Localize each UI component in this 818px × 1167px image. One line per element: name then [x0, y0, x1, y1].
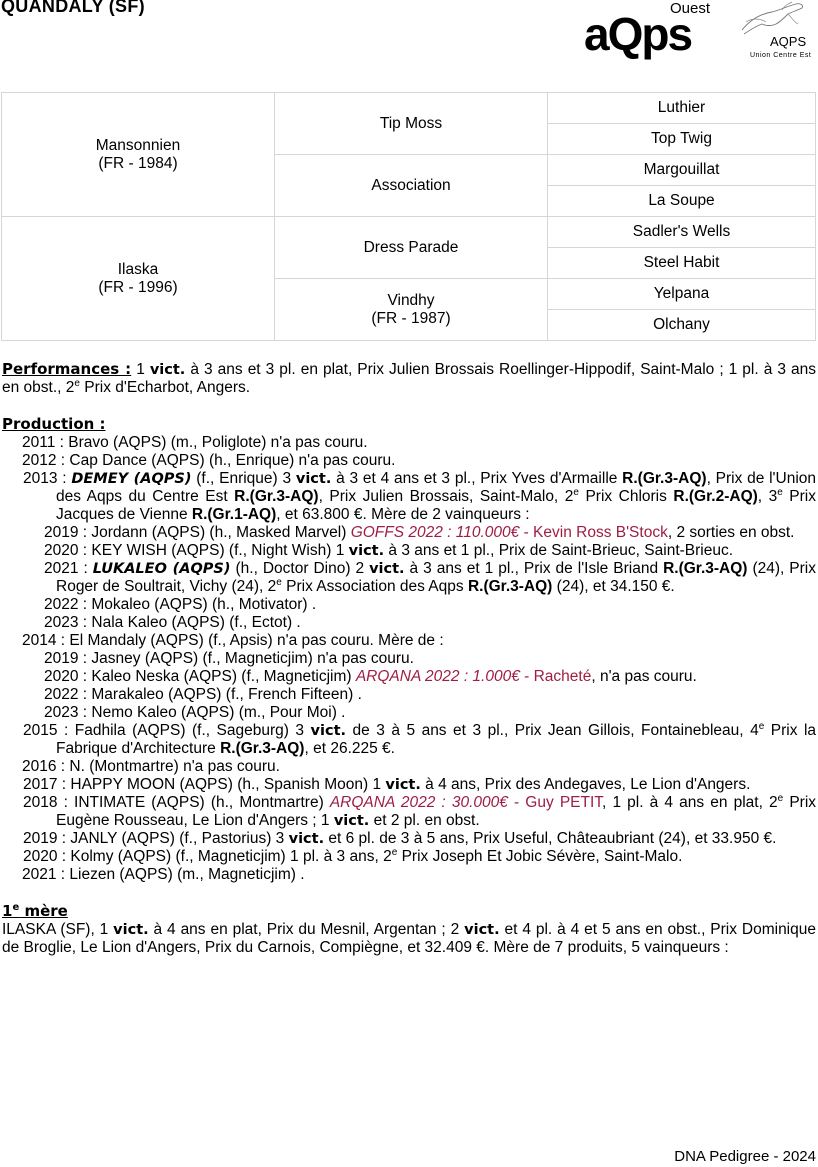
pedigree-dam-sire: Dress Parade	[275, 217, 548, 279]
production-subitem: 2022 : Mokaleo (AQPS) (h., Motivator) .	[44, 596, 317, 613]
pedigree-g3-5: Sadler's Wells	[548, 217, 816, 248]
pedigree-dam-dam	[275, 279, 548, 341]
production-subitem: 2023 : Nemo Kaleo (AQPS) (m., Pour Moi) .	[44, 704, 346, 721]
footer-credit: DNA Pedigree - 2024	[674, 1148, 816, 1165]
logo-ouest-text: Ouest	[670, 0, 711, 17]
document-body	[2, 360, 816, 957]
production-subitem: 2022 : Marakaleo (AQPS) (f., French Fifteen) .	[44, 686, 362, 703]
production-item: 2014 : El Mandaly (AQPS) (f., Apsis) n'a pas couru. Mère de :	[22, 632, 444, 649]
logo-aqps-text: aQps	[584, 8, 692, 60]
pedigree-g3-2: Top Twig	[548, 124, 816, 155]
production-heading: Production :	[2, 415, 106, 433]
aqps-union-centre-est-logo	[732, 0, 816, 64]
pedigree-g3-8: Olchany	[548, 310, 816, 341]
performances-heading: Performances :	[2, 360, 132, 378]
sire-info: (FR - 1984)	[98, 154, 178, 172]
production-item-demey: 2013 : DEMEY (AQPS) (f., Enrique) 3 vict. à 3 et 4 ans et 3 pl., Prix Yves d'Armaille R.(Gr.3-AQ), Prix de l'Union des Aqps du Centre Est R.(Gr.3-AQ), Prix Julien Brossais, Saint-Malo, 2e Prix Chloris R.(Gr.2-AQ), 3e Prix Jacques de Vienne R.(Gr.1-AQ), et 63.800 €. Mère de 2 vainqueurs :	[23, 470, 817, 523]
production-item: 2016 : N. (Montmartre) n'a pas couru.	[22, 758, 280, 775]
pedigree-g3-6: Steel Habit	[548, 248, 816, 279]
production-item: 2017 : HAPPY MOON (AQPS) (h., Spanish Moon) 1 vict. à 4 ans, Prix des Andegaves, Le Lion d'Angers.	[23, 776, 751, 793]
production-subitem: 2019 : Jasney (AQPS) (f., Magneticjim) n'a pas couru.	[44, 650, 414, 667]
production-item: 2019 : JANLY (AQPS) (f., Pastorius) 3 vict. et 6 pl. de 3 à 5 ans, Prix Useful, Châteaubriant (24), et 33.950 €.	[23, 830, 777, 847]
pedigree-g3-1: Luthier	[548, 93, 816, 124]
production-item: 2012 : Cap Dance (AQPS) (h., Enrique) n'a pas couru.	[22, 452, 396, 469]
dam-dam-info: (FR - 1987)	[371, 309, 451, 327]
pedigree-sire	[2, 93, 275, 217]
production-subitem: 2019 : Jordann (AQPS) (h., Masked Marvel) GOFFS 2022 : 110.000€ - Kevin Ross B'Stock, 2 sorties en obst.	[44, 524, 795, 541]
pedigree-sire-dam: Association	[275, 155, 548, 217]
dam-name: Ilaska	[117, 260, 159, 278]
dam-info: (FR - 1996)	[98, 278, 178, 296]
pedigree-table	[1, 92, 816, 341]
pedigree-sire-sire: Tip Moss	[275, 93, 548, 155]
pedigree-g3-4: La Soupe	[548, 186, 816, 217]
first-dam-paragraph: ILASKA (SF), 1 vict. à 4 ans en plat, Prix du Mesnil, Argentan ; 2 vict. et 4 pl. à 4 et 5 ans en obst., Prix Dominique de Broglie, Le Lion d'Angers, Prix du Carnois, Compiègne, et 32.409 €. Mère de 7 produits, 5 vainqueurs :	[2, 921, 816, 956]
production-item: 2015 : Fadhila (AQPS) (f., Sageburg) 3 vict. de 3 à 5 ans et 3 pl., Prix Jean Gillois, Fontainebleau, 4e Prix la Fabrique d'Architecture R.(Gr.3-AQ), et 26.225 €.	[23, 720, 817, 757]
aqps-ouest-logo	[584, 0, 720, 60]
pedigree-g3-3: Margouillat	[548, 155, 816, 186]
production-item: 2018 : INTIMATE (AQPS) (h., Montmartre) ARQANA 2022 : 30.000€ - Guy PETIT, 1 pl. à 4 ans en plat, 2e Prix Eugène Rousseau, Le Lion d'Angers ; 1 vict. et 2 pl. en obst.	[23, 792, 817, 829]
production-item: 2011 : Bravo (AQPS) (m., Poliglote) n'a pas couru.	[22, 434, 368, 451]
pedigree-dam	[2, 217, 275, 341]
production-item: 2020 : Kolmy (AQPS) (f., Magneticjim) 1 pl. à 3 ans, 2e Prix Joseph Et Jobic Sévère, Saint-Malo.	[23, 846, 683, 865]
production-subitem: 2020 : Kaleo Neska (AQPS) (f., Magneticjim) ARQANA 2022 : 1.000€ - Racheté, n'a pas couru.	[44, 668, 697, 685]
production-subitem-lukaleo: 2021 : LUKALEO (AQPS) (h., Doctor Dino) 2 vict. à 3 ans et 1 pl., Prix de l'Isle Briand R.(Gr.3-AQ) (24), Prix Roger de Soultrait, Vichy (24), 2e Prix Association des Aqps R.(Gr.3-AQ) (24), et 34.150 €.	[44, 560, 816, 595]
pedigree-g3-7: Yelpana	[548, 279, 816, 310]
production-subitem: 2023 : Nala Kaleo (AQPS) (f., Ectot) .	[44, 614, 301, 631]
production-subitem: 2020 : KEY WISH (AQPS) (f., Night Wish) 1 vict. à 3 ans et 1 pl., Prix de Saint-Brieuc, Saint-Brieuc.	[44, 542, 734, 559]
first-dam-heading: 1e mère	[2, 902, 68, 920]
jumping-horse-icon	[736, 0, 812, 36]
production-item: 2021 : Liezen (AQPS) (m., Magneticjim) .	[22, 866, 305, 883]
logo-uc-aqps-text: AQPS	[770, 34, 807, 49]
dam-dam-name: Vindhy	[387, 291, 435, 309]
horse-title: QUANDALY (SF)	[1, 0, 145, 16]
performances-paragraph: Performances : 1 vict. à 3 ans et 3 pl. en plat, Prix Julien Brossais Roellinger-Hippodif, Saint-Malo ; 1 pl. à 3 ans en obst., 2e Prix d'Echarbot, Angers.	[2, 360, 817, 396]
sire-name: Mansonnien	[95, 136, 181, 154]
logo-uc-sub-text: Union Centre Est	[750, 52, 812, 59]
